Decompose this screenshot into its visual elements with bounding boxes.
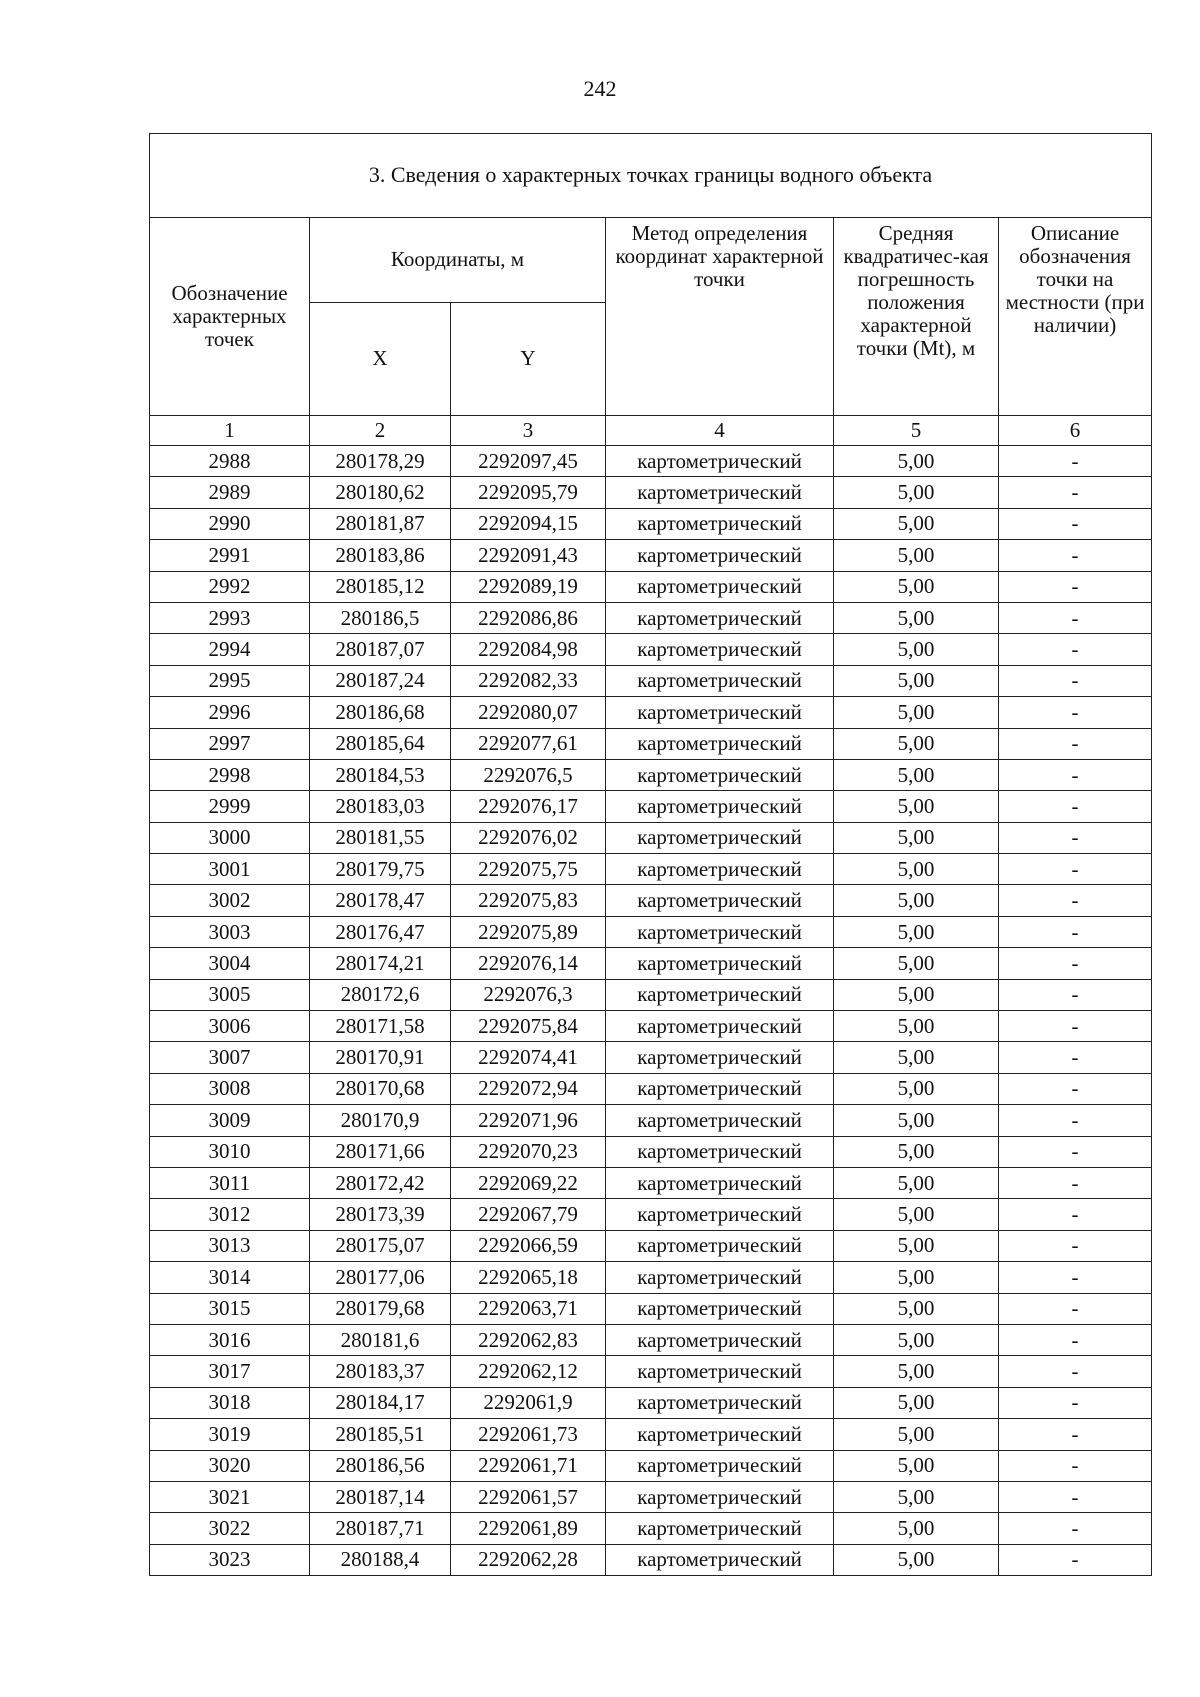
method-cell: картометрический xyxy=(606,634,834,665)
point-id-cell: 3016 xyxy=(150,1324,310,1355)
x-coordinate-cell: 280183,03 xyxy=(310,791,451,822)
table-title: 3. Сведения о характерных точках границы водного объекта xyxy=(150,134,1152,218)
error-cell: 5,00 xyxy=(834,1011,999,1042)
error-cell: 5,00 xyxy=(834,1356,999,1387)
table-row xyxy=(150,759,1152,790)
point-id-cell: 2991 xyxy=(150,540,310,571)
table-row xyxy=(150,697,1152,728)
x-coordinate-cell: 280175,07 xyxy=(310,1230,451,1261)
point-id-cell: 3011 xyxy=(150,1167,310,1198)
description-cell: - xyxy=(999,1481,1152,1512)
description-cell: - xyxy=(999,477,1152,508)
x-coordinate-cell: 280180,62 xyxy=(310,477,451,508)
column-number: 3 xyxy=(451,416,606,446)
description-cell: - xyxy=(999,885,1152,916)
table-row xyxy=(150,1419,1152,1450)
x-coordinate-cell: 280179,75 xyxy=(310,854,451,885)
x-coordinate-cell: 280188,4 xyxy=(310,1544,451,1575)
table-row xyxy=(150,477,1152,508)
error-cell: 5,00 xyxy=(834,1105,999,1136)
table-row xyxy=(150,916,1152,947)
y-coordinate-cell: 2292062,83 xyxy=(451,1324,606,1355)
point-id-cell: 2989 xyxy=(150,477,310,508)
point-id-cell: 3000 xyxy=(150,822,310,853)
point-id-cell: 3002 xyxy=(150,885,310,916)
y-coordinate-cell: 2292075,83 xyxy=(451,885,606,916)
error-cell: 5,00 xyxy=(834,1293,999,1324)
method-cell: картометрический xyxy=(606,665,834,696)
point-id-cell: 3014 xyxy=(150,1262,310,1293)
header-method: Метод определения координат характерной точки xyxy=(606,218,834,416)
method-cell: картометрический xyxy=(606,948,834,979)
method-cell: картометрический xyxy=(606,697,834,728)
y-coordinate-cell: 2292076,14 xyxy=(451,948,606,979)
error-cell: 5,00 xyxy=(834,540,999,571)
method-cell: картометрический xyxy=(606,1073,834,1104)
y-coordinate-cell: 2292061,71 xyxy=(451,1450,606,1481)
point-id-cell: 2990 xyxy=(150,508,310,539)
description-cell: - xyxy=(999,1105,1152,1136)
description-cell: - xyxy=(999,728,1152,759)
y-coordinate-cell: 2292097,45 xyxy=(451,446,606,477)
x-coordinate-cell: 280185,64 xyxy=(310,728,451,759)
method-cell: картометрический xyxy=(606,822,834,853)
point-id-cell: 3008 xyxy=(150,1073,310,1104)
table-row xyxy=(150,1011,1152,1042)
point-id-cell: 3017 xyxy=(150,1356,310,1387)
y-coordinate-cell: 2292089,19 xyxy=(451,571,606,602)
table-row xyxy=(150,1105,1152,1136)
method-cell: картометрический xyxy=(606,446,834,477)
table-row xyxy=(150,1513,1152,1544)
table-row xyxy=(150,822,1152,853)
description-cell: - xyxy=(999,1419,1152,1450)
y-coordinate-cell: 2292075,75 xyxy=(451,854,606,885)
method-cell: картометрический xyxy=(606,1042,834,1073)
x-coordinate-cell: 280187,07 xyxy=(310,634,451,665)
error-cell: 5,00 xyxy=(834,854,999,885)
y-coordinate-cell: 2292061,57 xyxy=(451,1481,606,1512)
error-cell: 5,00 xyxy=(834,759,999,790)
table-row xyxy=(150,885,1152,916)
table-row xyxy=(150,1167,1152,1198)
point-id-cell: 3006 xyxy=(150,1011,310,1042)
method-cell: картометрический xyxy=(606,979,834,1010)
y-coordinate-cell: 2292076,5 xyxy=(451,759,606,790)
column-number: 2 xyxy=(310,416,451,446)
error-cell: 5,00 xyxy=(834,948,999,979)
error-cell: 5,00 xyxy=(834,1419,999,1450)
point-id-cell: 3018 xyxy=(150,1387,310,1418)
column-number: 1 xyxy=(150,416,310,446)
description-cell: - xyxy=(999,1513,1152,1544)
point-id-cell: 3013 xyxy=(150,1230,310,1261)
x-coordinate-cell: 280183,86 xyxy=(310,540,451,571)
error-cell: 5,00 xyxy=(834,885,999,916)
description-cell: - xyxy=(999,1073,1152,1104)
error-cell: 5,00 xyxy=(834,1387,999,1418)
error-cell: 5,00 xyxy=(834,979,999,1010)
error-cell: 5,00 xyxy=(834,1073,999,1104)
method-cell: картометрический xyxy=(606,1356,834,1387)
x-coordinate-cell: 280187,24 xyxy=(310,665,451,696)
error-cell: 5,00 xyxy=(834,728,999,759)
x-coordinate-cell: 280171,66 xyxy=(310,1136,451,1167)
point-id-cell: 3015 xyxy=(150,1293,310,1324)
error-cell: 5,00 xyxy=(834,822,999,853)
point-id-cell: 3023 xyxy=(150,1544,310,1575)
x-coordinate-cell: 280186,5 xyxy=(310,602,451,633)
method-cell: картометрический xyxy=(606,1262,834,1293)
description-cell: - xyxy=(999,508,1152,539)
table-row xyxy=(150,1481,1152,1512)
x-coordinate-cell: 280179,68 xyxy=(310,1293,451,1324)
y-coordinate-cell: 2292069,22 xyxy=(451,1167,606,1198)
y-coordinate-cell: 2292067,79 xyxy=(451,1199,606,1230)
point-id-cell: 2997 xyxy=(150,728,310,759)
table-row xyxy=(150,1356,1152,1387)
point-id-cell: 3005 xyxy=(150,979,310,1010)
error-cell: 5,00 xyxy=(834,1136,999,1167)
description-cell: - xyxy=(999,948,1152,979)
point-id-cell: 3003 xyxy=(150,916,310,947)
description-cell: - xyxy=(999,540,1152,571)
error-cell: 5,00 xyxy=(834,1513,999,1544)
error-cell: 5,00 xyxy=(834,446,999,477)
y-coordinate-cell: 2292077,61 xyxy=(451,728,606,759)
y-coordinate-cell: 2292076,3 xyxy=(451,979,606,1010)
error-cell: 5,00 xyxy=(834,1481,999,1512)
column-number: 4 xyxy=(606,416,834,446)
x-coordinate-cell: 280186,56 xyxy=(310,1450,451,1481)
description-cell: - xyxy=(999,1293,1152,1324)
method-cell: картометрический xyxy=(606,477,834,508)
method-cell: картометрический xyxy=(606,1293,834,1324)
y-coordinate-cell: 2292076,02 xyxy=(451,822,606,853)
table-row xyxy=(150,1262,1152,1293)
y-coordinate-cell: 2292063,71 xyxy=(451,1293,606,1324)
point-id-cell: 3012 xyxy=(150,1199,310,1230)
description-cell: - xyxy=(999,916,1152,947)
table-row xyxy=(150,1073,1152,1104)
x-coordinate-cell: 280181,87 xyxy=(310,508,451,539)
point-id-cell: 3007 xyxy=(150,1042,310,1073)
point-id-cell: 3022 xyxy=(150,1513,310,1544)
page-number: 242 xyxy=(583,76,617,101)
x-coordinate-cell: 280183,37 xyxy=(310,1356,451,1387)
y-coordinate-cell: 2292074,41 xyxy=(451,1042,606,1073)
table-row xyxy=(150,571,1152,602)
point-id-cell: 3001 xyxy=(150,854,310,885)
error-cell: 5,00 xyxy=(834,1230,999,1261)
y-coordinate-cell: 2292075,84 xyxy=(451,1011,606,1042)
point-id-cell: 3004 xyxy=(150,948,310,979)
header-y: Y xyxy=(451,303,606,416)
table-row xyxy=(150,540,1152,571)
table-row xyxy=(150,791,1152,822)
x-coordinate-cell: 280170,91 xyxy=(310,1042,451,1073)
x-coordinate-cell: 280172,6 xyxy=(310,979,451,1010)
x-coordinate-cell: 280181,55 xyxy=(310,822,451,853)
description-cell: - xyxy=(999,634,1152,665)
y-coordinate-cell: 2292095,79 xyxy=(451,477,606,508)
table-row xyxy=(150,948,1152,979)
y-coordinate-cell: 2292094,15 xyxy=(451,508,606,539)
error-cell: 5,00 xyxy=(834,1042,999,1073)
error-cell: 5,00 xyxy=(834,1262,999,1293)
point-id-cell: 3021 xyxy=(150,1481,310,1512)
description-cell: - xyxy=(999,1387,1152,1418)
method-cell: картометрический xyxy=(606,1513,834,1544)
description-cell: - xyxy=(999,602,1152,633)
x-coordinate-cell: 280178,29 xyxy=(310,446,451,477)
header-row xyxy=(150,218,1152,303)
x-coordinate-cell: 280185,12 xyxy=(310,571,451,602)
x-coordinate-cell: 280171,58 xyxy=(310,1011,451,1042)
x-coordinate-cell: 280178,47 xyxy=(310,885,451,916)
table-title-row xyxy=(150,134,1152,218)
description-cell: - xyxy=(999,1042,1152,1073)
method-cell: картометрический xyxy=(606,791,834,822)
x-coordinate-cell: 280184,53 xyxy=(310,759,451,790)
y-coordinate-cell: 2292061,9 xyxy=(451,1387,606,1418)
header-coordinates: Координаты, м xyxy=(310,218,606,303)
x-coordinate-cell: 280170,68 xyxy=(310,1073,451,1104)
error-cell: 5,00 xyxy=(834,916,999,947)
y-coordinate-cell: 2292070,23 xyxy=(451,1136,606,1167)
table-row xyxy=(150,602,1152,633)
method-cell: картометрический xyxy=(606,728,834,759)
description-cell: - xyxy=(999,1167,1152,1198)
point-id-cell: 2994 xyxy=(150,634,310,665)
error-cell: 5,00 xyxy=(834,1167,999,1198)
method-cell: картометрический xyxy=(606,1481,834,1512)
y-coordinate-cell: 2292086,86 xyxy=(451,602,606,633)
point-id-cell: 2995 xyxy=(150,665,310,696)
method-cell: картометрический xyxy=(606,916,834,947)
description-cell: - xyxy=(999,697,1152,728)
error-cell: 5,00 xyxy=(834,697,999,728)
method-cell: картометрический xyxy=(606,1230,834,1261)
method-cell: картометрический xyxy=(606,1136,834,1167)
table-row xyxy=(150,1136,1152,1167)
x-coordinate-cell: 280184,17 xyxy=(310,1387,451,1418)
x-coordinate-cell: 280186,68 xyxy=(310,697,451,728)
point-id-cell: 3010 xyxy=(150,1136,310,1167)
table-row xyxy=(150,854,1152,885)
error-cell: 5,00 xyxy=(834,1199,999,1230)
method-cell: картометрический xyxy=(606,1324,834,1355)
point-id-cell: 3020 xyxy=(150,1450,310,1481)
error-cell: 5,00 xyxy=(834,1324,999,1355)
description-cell: - xyxy=(999,1262,1152,1293)
method-cell: картометрический xyxy=(606,508,834,539)
description-cell: - xyxy=(999,1544,1152,1575)
x-coordinate-cell: 280176,47 xyxy=(310,916,451,947)
table-row xyxy=(150,1450,1152,1481)
method-cell: картометрический xyxy=(606,1011,834,1042)
method-cell: картометрический xyxy=(606,759,834,790)
x-coordinate-cell: 280174,21 xyxy=(310,948,451,979)
method-cell: картометрический xyxy=(606,885,834,916)
table-row xyxy=(150,1230,1152,1261)
y-coordinate-cell: 2292062,12 xyxy=(451,1356,606,1387)
column-number-row xyxy=(150,416,1152,446)
table-row xyxy=(150,728,1152,759)
y-coordinate-cell: 2292082,33 xyxy=(451,665,606,696)
y-coordinate-cell: 2292076,17 xyxy=(451,791,606,822)
point-id-cell: 2999 xyxy=(150,791,310,822)
table-row xyxy=(150,979,1152,1010)
y-coordinate-cell: 2292066,59 xyxy=(451,1230,606,1261)
y-coordinate-cell: 2292065,18 xyxy=(451,1262,606,1293)
point-id-cell: 2996 xyxy=(150,697,310,728)
boundary-points-table xyxy=(149,133,1152,1576)
error-cell: 5,00 xyxy=(834,665,999,696)
point-id-cell: 3019 xyxy=(150,1419,310,1450)
y-coordinate-cell: 2292075,89 xyxy=(451,916,606,947)
header-description: Описание обозначения точки на местности (при наличии) xyxy=(999,218,1152,416)
column-number: 5 xyxy=(834,416,999,446)
point-id-cell: 2992 xyxy=(150,571,310,602)
method-cell: картометрический xyxy=(606,571,834,602)
x-coordinate-cell: 280187,71 xyxy=(310,1513,451,1544)
x-coordinate-cell: 280181,6 xyxy=(310,1324,451,1355)
x-coordinate-cell: 280172,42 xyxy=(310,1167,451,1198)
y-coordinate-cell: 2292072,94 xyxy=(451,1073,606,1104)
error-cell: 5,00 xyxy=(834,1450,999,1481)
description-cell: - xyxy=(999,1230,1152,1261)
y-coordinate-cell: 2292091,43 xyxy=(451,540,606,571)
header-x: X xyxy=(310,303,451,416)
y-coordinate-cell: 2292080,07 xyxy=(451,697,606,728)
table-row xyxy=(150,1199,1152,1230)
description-cell: - xyxy=(999,1356,1152,1387)
table-row xyxy=(150,665,1152,696)
description-cell: - xyxy=(999,759,1152,790)
error-cell: 5,00 xyxy=(834,602,999,633)
description-cell: - xyxy=(999,1011,1152,1042)
description-cell: - xyxy=(999,1136,1152,1167)
error-cell: 5,00 xyxy=(834,634,999,665)
error-cell: 5,00 xyxy=(834,791,999,822)
description-cell: - xyxy=(999,665,1152,696)
table-row xyxy=(150,508,1152,539)
header-error: Средняя квадратичес-кая погрешность положения характерной точки (Mt), м xyxy=(834,218,999,416)
method-cell: картометрический xyxy=(606,1544,834,1575)
error-cell: 5,00 xyxy=(834,571,999,602)
description-cell: - xyxy=(999,1324,1152,1355)
column-number: 6 xyxy=(999,416,1152,446)
y-coordinate-cell: 2292061,89 xyxy=(451,1513,606,1544)
x-coordinate-cell: 280177,06 xyxy=(310,1262,451,1293)
table-row xyxy=(150,1544,1152,1575)
method-cell: картометрический xyxy=(606,1450,834,1481)
y-coordinate-cell: 2292062,28 xyxy=(451,1544,606,1575)
point-id-cell: 3009 xyxy=(150,1105,310,1136)
method-cell: картометрический xyxy=(606,1167,834,1198)
method-cell: картометрический xyxy=(606,854,834,885)
method-cell: картометрический xyxy=(606,1199,834,1230)
table-row xyxy=(150,1042,1152,1073)
x-coordinate-cell: 280185,51 xyxy=(310,1419,451,1450)
table-row xyxy=(150,446,1152,477)
description-cell: - xyxy=(999,791,1152,822)
description-cell: - xyxy=(999,854,1152,885)
description-cell: - xyxy=(999,446,1152,477)
error-cell: 5,00 xyxy=(834,508,999,539)
method-cell: картометрический xyxy=(606,1105,834,1136)
x-coordinate-cell: 280170,9 xyxy=(310,1105,451,1136)
point-id-cell: 2998 xyxy=(150,759,310,790)
table-row xyxy=(150,1387,1152,1418)
description-cell: - xyxy=(999,1199,1152,1230)
x-coordinate-cell: 280187,14 xyxy=(310,1481,451,1512)
x-coordinate-cell: 280173,39 xyxy=(310,1199,451,1230)
table-row xyxy=(150,1293,1152,1324)
table-row xyxy=(150,634,1152,665)
description-cell: - xyxy=(999,1450,1152,1481)
table-body xyxy=(150,134,1152,1576)
y-coordinate-cell: 2292061,73 xyxy=(451,1419,606,1450)
point-id-cell: 2988 xyxy=(150,446,310,477)
method-cell: картометрический xyxy=(606,602,834,633)
description-cell: - xyxy=(999,979,1152,1010)
description-cell: - xyxy=(999,822,1152,853)
header-point-designation: Обозначение характерных точек xyxy=(150,218,310,416)
error-cell: 5,00 xyxy=(834,1544,999,1575)
description-cell: - xyxy=(999,571,1152,602)
y-coordinate-cell: 2292084,98 xyxy=(451,634,606,665)
error-cell: 5,00 xyxy=(834,477,999,508)
point-id-cell: 2993 xyxy=(150,602,310,633)
method-cell: картометрический xyxy=(606,1387,834,1418)
table-row xyxy=(150,1324,1152,1355)
method-cell: картометрический xyxy=(606,540,834,571)
method-cell: картометрический xyxy=(606,1419,834,1450)
y-coordinate-cell: 2292071,96 xyxy=(451,1105,606,1136)
